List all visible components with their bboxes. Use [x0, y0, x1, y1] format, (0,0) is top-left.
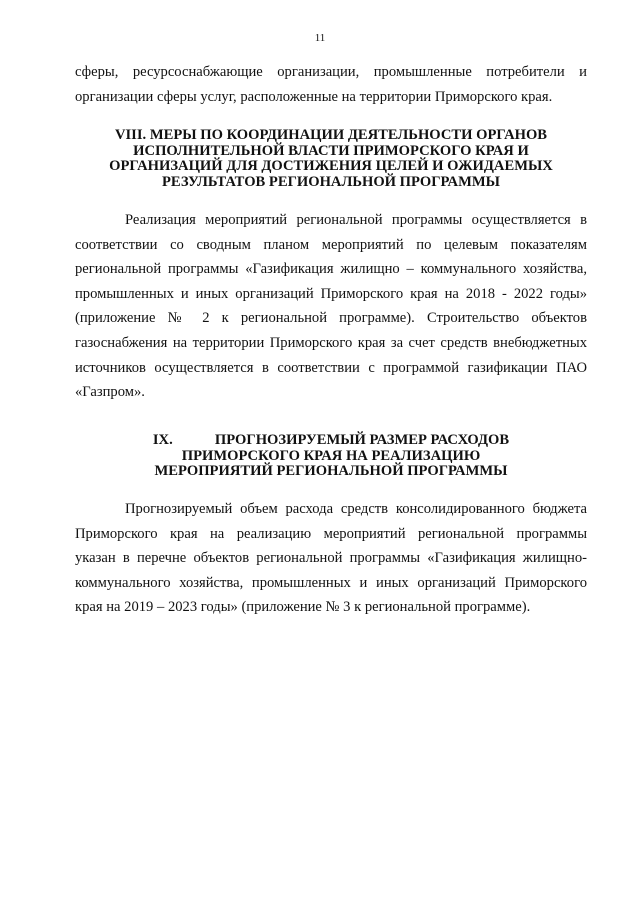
section-9-paragraph: [75, 497, 587, 620]
heading-line: ПРИМОРСКОГО КРАЯ НА РЕАЛИЗАЦИЮ: [181, 447, 481, 464]
heading-line: РЕЗУЛЬТАТОВ РЕГИОНАЛЬНОЙ ПРОГРАММЫ: [162, 173, 500, 190]
text-line: указан в перечне объектов региональной программы «Газификация жилищно-: [75, 550, 587, 567]
continuation-paragraph: [75, 60, 587, 109]
text-line: Реализация мероприятий региональной программы осуществляется в: [125, 212, 587, 228]
heading-line: ОРГАНИЗАЦИЙ ДЛЯ ДОСТИЖЕНИЯ ЦЕЛЕЙ И ОЖИДАЕМЫХ: [109, 158, 553, 174]
text-line: региональной программы «Газификация жилищно – коммунального хозяйства,: [75, 261, 587, 278]
heading-text: МЕРЫ ПО КООРДИНАЦИИ ДЕЯТЕЛЬНОСТИ ОРГАНОВ: [149, 127, 548, 143]
section-9-number: IX.: [152, 432, 173, 448]
text-line: Приморского края на реализацию мероприятий региональной программы: [75, 525, 587, 542]
text-line: промышленных и иных организаций Приморского края на 2018 - 2022 годы»: [75, 285, 587, 302]
text-line: Прогнозируемый объем расхода средств консолидированного бюджета: [125, 501, 587, 517]
section-8-heading: [75, 128, 587, 190]
text-line: (приложение № 2 к региональной программе). Строительство объектов: [75, 310, 587, 327]
heading-line: МЕРОПРИЯТИЙ РЕГИОНАЛЬНОЙ ПРОГРАММЫ: [154, 463, 508, 479]
heading-text: ПРОГНОЗИРУЕМЫЙ РАЗМЕР РАСХОДОВ: [214, 432, 510, 448]
text-line: сферы, ресурсоснабжающие организации, промышленные потребители и: [75, 64, 587, 80]
text-line: края на 2019 – 2023 годы» (приложение № 3 к региональной программе).: [75, 599, 531, 616]
section-8-number: VIII.: [114, 127, 147, 143]
text-line: коммунального хозяйства, промышленных и иных организаций Приморского: [75, 574, 587, 591]
section-9-heading: [75, 433, 587, 480]
text-line: организации сферы услуг, расположенные на территории Приморского края.: [75, 88, 553, 105]
heading-line: [75, 128, 587, 144]
text-line: «Газпром».: [75, 384, 145, 401]
section-8-paragraph: [75, 208, 587, 405]
heading-line: ИСПОЛНИТЕЛЬНОЙ ВЛАСТИ ПРИМОРСКОГО КРАЯ И: [133, 142, 529, 159]
text-line: источников осуществляется в соответствии с программой газификации ПАО: [75, 359, 587, 376]
heading-line: [75, 433, 587, 449]
page-number: 11: [314, 32, 326, 44]
text-line: соответствии со сводным планом мероприятий по целевым показателям: [75, 236, 587, 253]
text-line: газоснабжения на территории Приморского края за счет средств внебюджетных: [75, 334, 587, 351]
